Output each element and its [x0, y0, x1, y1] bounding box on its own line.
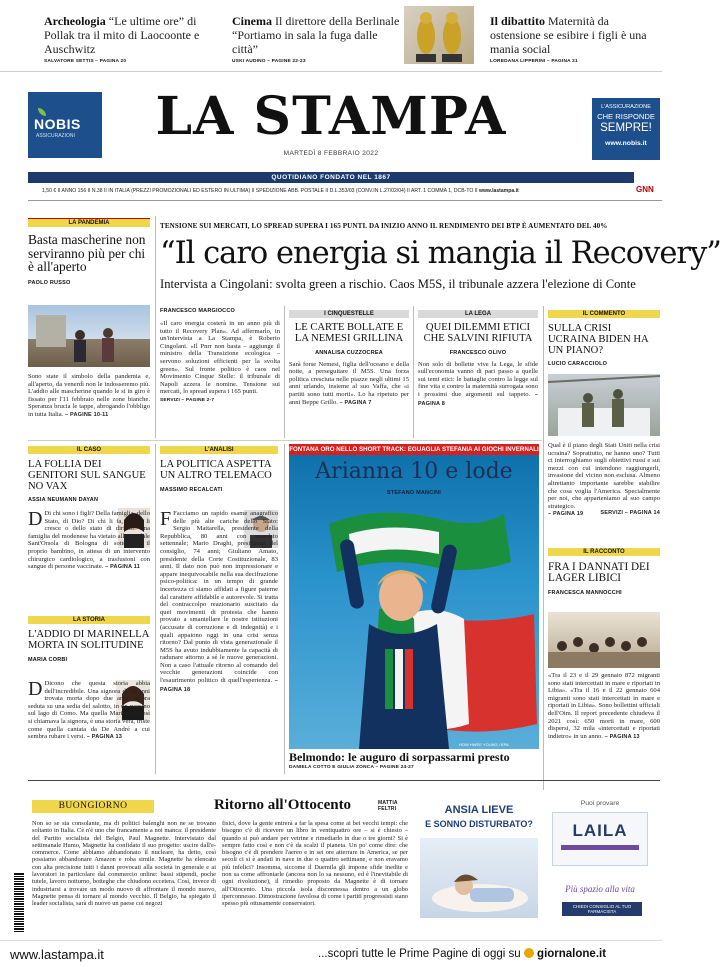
main-overline: TENSIONE SUI MERCATI, LO SPREAD SUPERA I 165 PUNTI. DA INIZIO ANNO IL RENDIMENTO DEI BTP È AUMENTATO DEL 40%: [160, 222, 608, 230]
olympics-author: STEFANO MANCINI: [386, 490, 442, 496]
col-divider: [155, 444, 156, 774]
barcode: [14, 872, 24, 932]
main-headline: “Il caro energia si mangia il Recovery”: [160, 236, 721, 271]
site-link[interactable]: www.lastampa.it: [478, 188, 519, 194]
col-divider: [284, 306, 285, 438]
top-section: Archeologia: [44, 14, 106, 28]
top-item-dibattito[interactable]: Il dibattito Maternità da ostensione se esibire i figli è una mania social LOREDANA LIPPERINI – PAGINA 21: [490, 14, 647, 64]
photo-credit: HOW HWEE YOUNG / EPA: [459, 742, 509, 747]
price-line: 1,50 € II ANNO 156 II N.38 II IN ITALIA (PREZZI PROMOZIONALI ED ESTERO IN ULTIMA) II SPEDIZIONE ABB. POSTALE II D.L.353/03 (CONV.IN L.27/02/04) II ART. 1 COMMA 1, DCB-TO II www.lastampa.it: [42, 188, 519, 194]
ad-nobis-left[interactable]: NOBIS ASSICURAZIONI: [28, 92, 102, 158]
article-racconto[interactable]: IL RACCONTO FRA I DANNATI DEI LAGER LIBICI FRANCESCA MANNOCCHI: [548, 548, 660, 596]
footer: www.lastampa.it ...scopri tutte le Prime Pagine di oggi su giornalone.it: [0, 940, 662, 967]
storia-body: D Dicono che questa storia abbia dell'incredibile. Una signora di 70 anni trovata morta dopo due anni ancora seduta su una sedia del salotto, in un paesino sul lago di Como. Ma quella Marinella, così si chiamava la signora, è una storia vera, triste come quella cantata da De André a cui sembra rubare i versi. – PAGINA 13: [28, 678, 150, 741]
giornalone-link[interactable]: giornalone.it: [537, 948, 607, 960]
divider: [28, 780, 660, 781]
buongiorno-col1: Non so se sia consolante, ma di politici balenghi non ne se trovano soltanto in Italia. Cè n'è uno che francamente a noi manca: il presidente del Partito socialista del Belgio, Paul Magnette. Intervistato dal settimanale Humo, Magnette ha confidato il suo progetto: uscire dall'e-commerce. Come abbiamo abbandonato il nucleare, ha detto, così possiamo abbandonare Amazon e roba simile. Magnette ha elencato con alta precisione tutti i danni provocati alla società in generale e ai lavoratori in particolare dal commercio online: bassi stipendi, poche tutele, lavoro notturno, botteghe che chiudono eccetera. Così, invece di industriarsi a trovare un modo nuovo di affrontare il mondo nuovo, Magnette pensa di tornare al mondo vecchio. Il Belgio, ha spiegato il leader socialista, sarà di nuovo un paese coi negozi: [32, 820, 216, 908]
sleeping-woman-image: [420, 838, 538, 918]
article-commento[interactable]: IL COMMENTO SULLA CRISI UCRAINA BIDEN HA UN PIANO? LUCIO CARACCIOLO: [548, 310, 660, 367]
analisi-body: F Facciamo un rapido esame anagrafico delle più alte cariche dello Stato: Sergio Mattarella, presidente della Repubblica, 80 anni con mandato settennale; Mario Draghi, presidenza del consiglio, 74 anni; Giuliano Amato, presidente della Corte Costituzionale, 83 anni. Il dato non può non impressionare e appare inequivocabile nella sua decifrazione psico-politica: in un tempo di grande incertezza ci siamo affidati a figure paterne dal carattere affidabile e autorevole. Si tratta del contraccolpo reazionario suscitato da quei movimenti di protesta che hanno provato a smantellare le nostre istituzioni (accusate di corruzione e di indegnità) e i quali appaiono oggi in una crisi senza ritorno? Dal punto di vista generazionale il M5S ha avuto indubbiamente la capacità di radunare attorno a sé le nuove generazioni. Non a caso l'attuale ritorno al comando del vecchie generazioni coincide con l'esaurimento politico di quell'esperienza. – PAGINA 18: [160, 508, 278, 693]
article-cinquestelle[interactable]: I CINQUESTELLE LE CARTE BOLLATE E LA NEMESI GRILLINA ANNALISA CUZZOCREA Sarà forse Nemesi, figlia dell'oceano e della notte, a perseguitare il M5S. Una forza politica cresciuta nelle piazze negli ultimi 15 anni urlando, insieme al suo Vaffa, che «i partiti sono tutti morti». Lo ha ripetuto per anni Beppe Grillo. – PAGINA 7: [289, 311, 409, 406]
bear-award-photo: [404, 6, 474, 64]
col-divider: [543, 306, 544, 836]
article-caso[interactable]: IL CASO LA FOLLIA DEI GENITORI SUL SANGUE NO VAX ASSIA NEUMANN DAYAN: [28, 446, 150, 503]
commento-body: Qual è il piano degli Stati Uniti nella crisi ucraina? Soprattutto, ne hanno uno? Tutti ci interroghiamo sugli obiettivi russi e sui mezzi con cui intendono raggiungerli, invasione del vicino non esclusa. Almeno altrettanto importante sarebbe stabilire che cosa voglia l'America. Specialmente per noi, che apparteniamo al suo campo strategico. – PAGINA 19 SERVIZI – PAGINA 14: [548, 442, 660, 518]
main-subheadline: Intervista a Cingolani: svolta green a rischio. Caos M5S, il tribunale azzera l'elezione di Conte: [160, 277, 636, 291]
article-analisi[interactable]: L'ANALISI LA POLITICA ASPETTA UN ALTRO TELEMACO MASSIMO RECALCATI: [160, 446, 278, 493]
divider: [28, 440, 542, 441]
top-item-archeologia[interactable]: Archeologia “Le ultime ore” di Pollak tra il mito di Laocoonte e Auschwitz SALVATORE SETTIS – PAGINA 20: [44, 14, 200, 64]
masthead-title: LA STAMPA: [155, 86, 507, 147]
article-pandemia[interactable]: LA PANDEMIA Basta mascherine non serviranno più per chi è all'aperto PAOLO RUSSO: [28, 218, 150, 286]
nobis-logo: NOBIS: [34, 116, 81, 132]
article-olympics[interactable]: [289, 444, 539, 774]
laila-box: LAILA: [552, 812, 648, 866]
mask-photo: [28, 305, 150, 367]
ad-nobis-right[interactable]: L'ASSICURAZIONE CHE RISPONDE SEMPRE! www.nobis.it: [592, 98, 660, 160]
detention-photo: [548, 612, 660, 668]
olympics-band: FONTANA ORO NELLO SHORT TRACK: EGUAGLIA STEFANIA AI GIOCHI INVERNALI: [289, 446, 539, 453]
buongiorno-col2: fisici, dove la gente entrerà a far la spesa come ai bei vecchi tempi: che bisogno c'è di ricevere un libro in ventiquattro ore – si è chiesto – quando si può andare per vetrine e rimediarlo in due o tre giorni? Si è sempre fatto così e non c'è da scalzi il pianeta. Un po' come dire: che bisogno c'è di prendere l'aereo e in sei ore atterrare in America, se per secoli ci si è andati in nave in due o quattro settimane, e non eravamo più infelici? Insomma, siccome il Duemila gli impone sfide inedite e non sa come affrontarle (ancora non lo sa nessuno, ed è l'inevitabile di ogni rivoluzione), il rimedio proposto da Magnette è di tornare all'Ottocento. Una piccola isola disconnessa dentro a un globo iperconnesso. Dimostrazione favolosa di come i partiti progressisti siano spesso più ottusamente conservatori.: [222, 820, 408, 908]
col-divider: [155, 216, 156, 438]
giornalone-icon: [524, 948, 534, 958]
top-item-cinema[interactable]: Cinema Il direttore della Berlinale “Portiamo in sala la fuga dalle città” USKI AUDINO – PAGINE 22-23: [232, 14, 400, 64]
buongiorno-title: Ritorno all'Ottocento: [214, 797, 352, 813]
col-divider: [413, 306, 414, 438]
article-margiocco[interactable]: FRANCESCO MARGIOCCO «Il caro energia costerà in un anno più di tutto il Recovery Plan». Ad affermarlo, in un'intervista a La Stampa, è Roberto Cingolani. «Il Pnrr non basta – aggiunge il ministro della Transizione ecologica – servono soluzioni efficienti per la svolta green». Sul fronte politico è caos nel Movimento Cinque Stelle: il tribunale di Napoli azzera le nomine. Tensione sui mercati, lo spread supera i 165 punti. SERVIZI – PAGINE 2-7: [160, 308, 280, 403]
ukraine-soldiers-photo: [548, 374, 660, 436]
racconto-body: «Tra il 23 e il 29 gennaio 872 migranti sono stati intercettati in mare e riportati in Libia». «Tra il 16 e il 22 gennaio 604 migranti sono stati intercettati in mare e riportati in Libia». Sono bollettini ufficiali dell'Oim. Il report precedente chiudeva il 2021 così: 650 morti in mare, 600 dispersi, 32 mila «intercettati e riportati indietro» in un anno. – PAGINA 13: [548, 672, 660, 740]
footer-site-link[interactable]: www.lastampa.it: [10, 947, 104, 962]
olympics-caption: Belmondo: le auguro di sorpassarmi presto: [289, 750, 510, 764]
caso-body: D Di chi sono i figli? Della famiglia, dello Stato, di Dio? Di chi li fa, di chi li cresce o dello stato di diritto? Una famiglia del modenese ha vietato all'Ospedale Sant'Orsola di Bologna di sottoporre il proprio bambino, in attesa di un intervento chirurgico cardiologico, a trasfusioni con sangue di persone vaccinate. – PAGINA 11: [28, 508, 150, 571]
masthead-date: MARTEDÌ 8 FEBBRAIO 2022: [283, 150, 379, 157]
top-bar: [0, 0, 662, 72]
buongiorno-author: MATTIA FELTRI: [378, 800, 398, 812]
olympics-title: Arianna 10 e lode: [315, 459, 513, 484]
headline: Basta mascherine non serviranno più per chi è all'aperto: [28, 232, 146, 275]
article-storia[interactable]: LA STORIA L'ADDIO DI MARINELLA MORTA IN SOLITUDINE MARIA CORBI: [28, 617, 149, 663]
olympics-byline: DANIELA COTTO E GIULIA ZONCA – PAGINE 24-27: [289, 765, 414, 770]
col-divider: [284, 444, 285, 774]
ad-laila[interactable]: ANSIA LIEVE E SONNO DISTURBATO? Puoi provare LAILA Più spazio alla vita CHIEDI CONSIGLIO AL TUO FARMACISTA: [416, 790, 662, 946]
article-lega[interactable]: LA LEGA QUEI DILEMMI ETICI CHE SALVINI RIFIUTA FRANCESCO OLIVO Non solo di bollette vive la Lega, le sfide sull'economia vanno di pari passo a quelle sui temi etici: le battaglie contro la legge sul fine vita e contro la maternità surrogata sono i prossimi due argomenti sul tappeto. – PAGINA 8: [418, 311, 538, 407]
gnn-logo: GNN: [636, 185, 654, 194]
pandemia-body: Sono state il simbolo della pandemia e, all'aperto, da venerdì non le indosseremo più. L'addio alle mascherine quando le si in giro è fissato per l'11 febbraio nelle zone bianche. Speranza brucia le tappe, abrogando l'obbligo in tutta Italia. – PAGINE 10-11: [28, 373, 150, 418]
buongiorno-kicker: BUONGIORNO: [32, 800, 154, 813]
divider: [28, 200, 662, 201]
founded-band: QUOTIDIANO FONDATO NEL 1867: [28, 172, 634, 183]
leaf-icon: [38, 108, 46, 116]
